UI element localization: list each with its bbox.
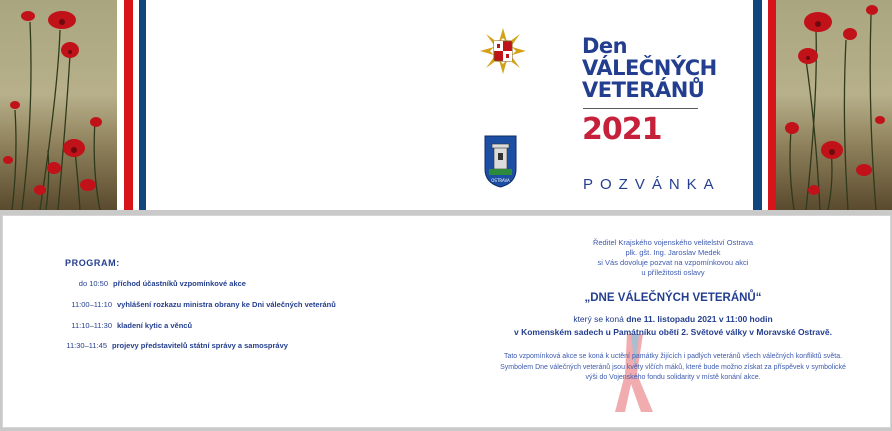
event-location: v Komenském sadech u Památníku obětí 2. Světové války v Moravské Ostravě.: [514, 327, 832, 337]
program-item-time: do 10:50: [78, 279, 108, 288]
flag-stripes-left: [117, 0, 146, 210]
title-line-valecnych: VÁLEČNÝCH: [582, 56, 717, 80]
program-heading: PROGRAM:: [65, 258, 120, 268]
program-item: [63, 321, 192, 330]
program-item-time: 11:10–11:30: [71, 321, 112, 330]
description-line: Tato vzpomínková akce se koná k uctění památky žijících i padlých veteránů všech válečných konfliktů světa.: [503, 353, 843, 360]
event-date-line: [473, 313, 873, 326]
program-item-desc: kladení kytic a věnců: [117, 321, 193, 330]
title-line-veteranu: VETERÁNŮ: [582, 78, 705, 102]
program-item-desc: vyhlášení rozkazu ministra obrany ke Dni válečných veteránů: [117, 300, 336, 309]
city-coat-of-arms-icon: [484, 135, 517, 189]
event-description: [473, 352, 873, 384]
title-line-den: Den: [582, 34, 628, 58]
event-when-prefix: který se koná: [573, 314, 627, 324]
event-details: [473, 313, 873, 339]
intro-line: u příležitosti oslavy: [641, 268, 705, 277]
intro-line: Ředitel Krajského vojenského velitelství Ostrava: [592, 238, 754, 247]
program-item-time: 11:00–11:10: [71, 300, 112, 309]
invitation-cover: [0, 0, 892, 210]
description-line: Symbolem Dne válečných veteránů jsou květy vlčích máků, které bude možno získat za příspěvek v symbolické: [500, 363, 846, 371]
poppy-photo-left: [0, 0, 117, 210]
intro-line: plk. gšt. Ing. Jaroslav Medek: [625, 248, 721, 257]
program-item: [63, 279, 246, 288]
flag-stripes-right: [746, 0, 776, 210]
invitation-intro: [523, 238, 823, 278]
program-item-time: 11:30–11:45: [66, 341, 107, 350]
program-item: [63, 300, 336, 309]
description-line: výši do Vojenského fondu solidarity v místě konání akce.: [585, 374, 761, 381]
intro-line: si Vás dovoluje pozvat na vzpomínkovou akci: [597, 258, 749, 267]
program-item-desc: projevy představitelů státní správy a samosprávy: [112, 341, 288, 350]
military-emblem-icon: [480, 28, 526, 74]
event-date: dne 11. listopadu 2021 v 11:00 hodin: [626, 314, 773, 324]
program-item: [63, 341, 288, 350]
title-divider: [583, 108, 698, 109]
poppy-photo-right: [776, 0, 892, 210]
invitation-label: POZVÁNKA: [583, 176, 721, 193]
invitation-inner-page: [2, 215, 891, 428]
event-title: „DNE VÁLEČNÝCH VETERÁNŮ“: [584, 292, 762, 304]
title-year: 2021: [582, 112, 662, 147]
svg-text:OSTRAVA: OSTRAVA: [491, 178, 510, 183]
program-item-desc: příchod účastníků vzpomínkové akce: [113, 279, 246, 288]
